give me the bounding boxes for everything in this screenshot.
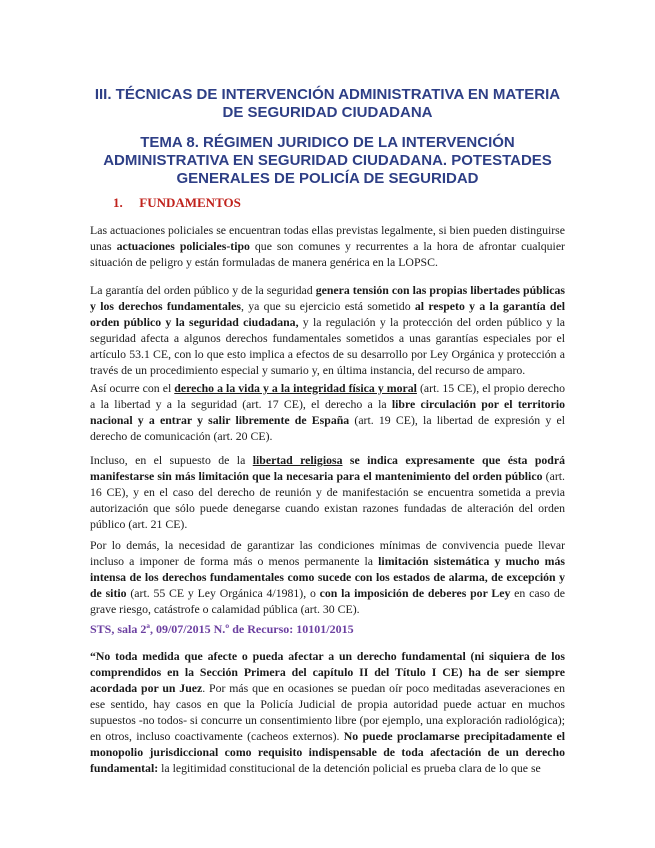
para3-text-2: (art. 15 CE), el propio derecho a la libertad y a la seguridad (art. 17 CE), el derecho a la bbox=[90, 381, 565, 411]
paragraph-5 bbox=[90, 537, 565, 617]
para1-text-2: que son comunes y recurrentes a la hora de afrontar cualquier situación de peligro y están formuladas de manera genérica en la LOPSC. bbox=[90, 239, 565, 269]
topic-title-line2: ADMINISTRATIVA EN SEGURIDAD CIUDADANA. POTESTADES bbox=[103, 152, 552, 169]
section-heading bbox=[113, 195, 241, 211]
para4-bold-underline: libertad religiosa bbox=[252, 453, 343, 467]
para4-text-2: (art. 16 CE), y en el caso del derecho de reunión y de manifestación se encuentra sometida a previa autorización que sólo puede denegarse cuando existan razones fundadas de alteración del orden público (art. 21 CE). bbox=[90, 469, 565, 531]
para3-text-3: (art. 19 CE), la libertad de expresión y el derecho de comunicación (art. 20 CE). bbox=[90, 413, 565, 443]
para5-bold: limitación sistemática y mucho más intensa de los derechos fundamentales como sucede con los estados de alarma, de excepción y de sitio bbox=[90, 554, 565, 600]
para2-bold: genera tensión con las propias libertades públicas y los derechos fundamentales bbox=[90, 283, 565, 313]
para2-text-2: , ya que su ejercicio está sometido bbox=[240, 299, 415, 313]
para5-text-3: en caso de grave riesgo, catástrofe o calamidad pública (art. 30 CE). bbox=[90, 586, 565, 616]
para2-bold-2: al respeto y a la garantía del orden público y la seguridad ciudadana, bbox=[90, 299, 566, 329]
part-title-line1: III. TÉCNICAS DE INTERVENCIÓN ADMINISTRATIVA EN MATERIA bbox=[94, 86, 561, 103]
paragraph-3 bbox=[90, 380, 565, 444]
para5-bold-2: con la imposición de deberes por Ley bbox=[319, 586, 511, 600]
para3-text: Así ocurre con el bbox=[90, 381, 175, 395]
paragraph-2 bbox=[90, 282, 565, 378]
para1-text: Las actuaciones policiales se encuentran todas ellas previstas legalmente, si bien pueden distinguirse unas bbox=[90, 223, 565, 253]
para5-text-2: (art. 55 CE y Ley Orgánica 4/1981), o bbox=[126, 586, 320, 600]
paragraph-4 bbox=[90, 452, 565, 532]
para2-text: La garantía del orden público y de la seguridad bbox=[90, 283, 316, 297]
para1-bold: actuaciones policiales-tipo bbox=[116, 239, 250, 253]
topic-title-line1: TEMA 8. RÉGIMEN JURIDICO DE LA INTERVENCIÓN bbox=[140, 134, 515, 151]
para3-bold: libre circulación por el territorio nacional y a entrar y salir libremente de España bbox=[90, 397, 565, 427]
paragraph-1 bbox=[90, 222, 565, 270]
para4-text: Incluso, en el supuesto de la bbox=[90, 453, 253, 467]
sts-citation: STS, sala 2ª, 09/07/2015 N.º de Recurso: 10101/2015 bbox=[90, 622, 354, 636]
quote-bold: “No toda medida que afecte o pueda afectar a un derecho fundamental (ni siquiera de los comprendidos en la Sección Primera del capítulo II del Título I CE) ha de ser siempre acordada por un Juez bbox=[90, 649, 565, 695]
part-title bbox=[80, 86, 575, 122]
quote-text-2: la legitimidad constitucional de la detención policial es prueba clara de lo que se bbox=[158, 761, 541, 775]
section-number: 1. bbox=[113, 195, 123, 210]
section-title: FUNDAMENTOS bbox=[139, 195, 241, 210]
para4-bold: se indica expresamente que ésta podrá manifestarse sin más limitación que la necesaria para el mantenimiento del orden público bbox=[90, 453, 565, 483]
quote-text: . Por más que en ocasiones se puedan oír poco meditadas aseveraciones en ese sentido, hay casos en que la Policía Judicial de propia autoridad puede actuar en muchos supuestos -no todos- si concurre un consentimiento libre (por ejemplo, una exploración radiológica); en otros, incluso coactivamente (cacheos externos). bbox=[90, 681, 565, 743]
para5-text: Por lo demás, la necesidad de garantizar las condiciones mínimas de convivencia puede llevar incluso a imponer de forma más o menos permanente la bbox=[90, 538, 565, 568]
topic-title-line3: GENERALES DE POLICÍA DE SEGURIDAD bbox=[176, 170, 479, 187]
quote-paragraph bbox=[90, 648, 565, 776]
part-title-line2: DE SEGURIDAD CIUDADANA bbox=[222, 104, 433, 121]
para3-bold-underline: derecho a la vida y a la integridad física y moral bbox=[174, 381, 417, 395]
quote-bold-2: No puede proclamarse precipitadamente el monopolio jurisdiccional como requisito indispensable de toda afectación de un derecho fundamental: bbox=[90, 729, 565, 775]
topic-title bbox=[80, 134, 575, 188]
para2-text-3: y la regulación y la protección del orden público y la seguridad afecta a algunos derechos fundamentales sometidos a unas garantías especiales por el artículo 53.1 CE, con lo que esto implica a efectos de su desarrollo por Ley Orgánica y protección a través de un procedimiento especial y sumario y, en última instancia, del recurso de amparo. bbox=[90, 315, 565, 377]
